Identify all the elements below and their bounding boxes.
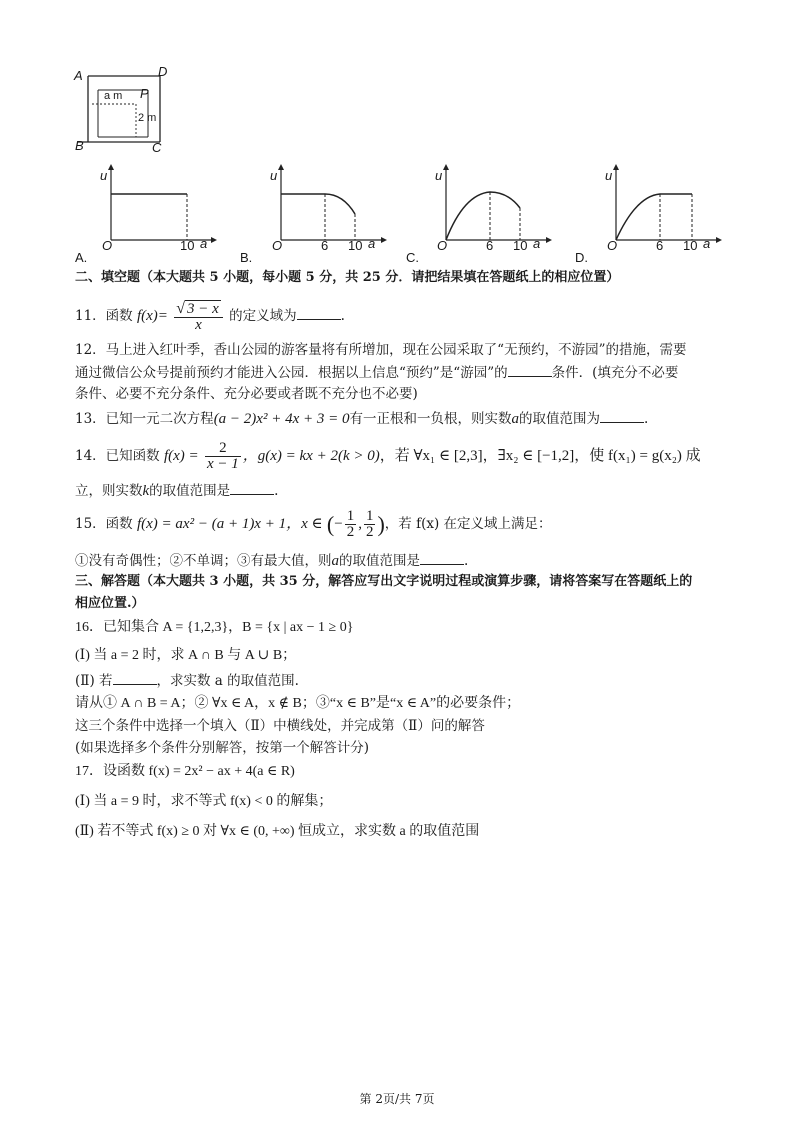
q12-answer-blank: [508, 362, 552, 377]
graph-d-tick-10: 10: [683, 238, 698, 253]
q11-prefix: 11．函数: [75, 308, 133, 324]
graph-b-tick-6: 6: [321, 238, 329, 253]
q16-answer-blank: [113, 670, 157, 685]
q15-end: .: [464, 553, 469, 569]
q14-f: f(x) =: [163, 448, 199, 464]
q13-prefix: 13．已知一元二次方程: [75, 411, 214, 427]
q13-tail: 的取值范围为: [518, 411, 600, 427]
graph-a-xlabel: a: [200, 236, 208, 251]
label-C: C: [152, 140, 162, 155]
question-17-line-3: (Ⅱ) 若不等式 f(x) ≥ 0 对 ∀x ∈ (0, +∞) 恒成立，求实数 a 的取值范围: [75, 824, 480, 839]
graph-c-tick-6: 6: [486, 238, 494, 253]
question-15-line-2: [75, 550, 468, 571]
q15-function: f(x) = ax² − (a + 1)x + 1: [136, 516, 287, 532]
label-a-m: a m: [104, 90, 123, 102]
question-12-line-3: 条件、必要不充分条件、充分必要或者既不充分也不必要): [75, 386, 418, 402]
q13-var: a: [511, 411, 519, 427]
q11-fraction: $\frac{√ 3 - x}{x}$: [174, 301, 223, 333]
graph-c-u: u: [435, 168, 443, 183]
label-B: B: [75, 138, 84, 153]
graph-c-tick-10: 10: [513, 238, 528, 253]
question-17-line-1: 17．设函数 f(x) = 2x² − ax + 4(a ∈ R): [75, 764, 295, 779]
graph-d-tick-6: 6: [656, 238, 664, 253]
q15-answer-blank: [420, 550, 464, 565]
graph-c-xlabel: a: [533, 236, 541, 251]
q15-close-paren: ): [377, 511, 385, 537]
section-3-heading-line-2: 相应位置.）: [75, 596, 145, 611]
q15-var: a: [331, 553, 339, 569]
option-d-letter: D.: [575, 250, 588, 265]
q14-tail: 的取值范围是: [149, 483, 231, 499]
graph-a-origin: O: [102, 238, 113, 253]
q13-middle: 有一正根和一负根，则实数: [349, 411, 512, 427]
graph-c-origin: O: [437, 238, 448, 253]
q11-denominator: x: [195, 316, 202, 333]
q15-condition: ，若 f(x) 在定义域上满足：: [384, 516, 552, 532]
graph-b-u: u: [270, 168, 278, 183]
question-11: [75, 296, 345, 336]
graph-d-origin: O: [607, 238, 618, 253]
graph-b-origin: O: [272, 238, 283, 253]
question-16-line-5: 这三个条件中选择一个填入（Ⅱ）中横线处，并完成第（Ⅱ）问的解答: [75, 718, 485, 734]
q15-d2: 2: [365, 524, 374, 540]
graph-d-xlabel: a: [703, 236, 711, 251]
q15-line-2-tail: 的取值范围是: [339, 553, 420, 569]
option-a-letter: A.: [75, 250, 88, 265]
section-2-heading: 二、填空题（本大题共 5 小题，每小题 5 分，共 25 分．请把结果填在答题纸上的相应位置）: [75, 270, 620, 285]
q15-n2: 1: [365, 508, 374, 524]
option-c-letter: C.: [406, 250, 419, 265]
q14-condition: ，若 ∀x₁ ∈ [2,3]，∃x₂ ∈ [−1,2]，使 f(x₁) = g(x₂) 成: [379, 448, 701, 464]
question-15-line-1: 15．函数 f(x) = ax² − (a + 1)x + 1，x ∈ (− $\frac{1}{2}$ , $\frac{1}{2}$ )，若 f(x) 在定义域上满足：: [75, 508, 552, 540]
q14-fraction: [205, 441, 241, 472]
question-16-line-4: 请从① A ∩ B = A；② ∀x ∈ A，x ∉ B；③“x ∈ B”是“x ∈ A”的必要条件；: [75, 696, 521, 711]
q11-tail: 的定义域为: [229, 308, 297, 324]
question-14-line-1: [75, 436, 701, 476]
graph-d-u: u: [605, 168, 613, 183]
option-b-letter: B.: [240, 250, 253, 265]
section-3-heading-line-1: 三、解答题（本大题共 3 小题，共 35 分，解答应写出文字说明过程或演算步骤，请将答案写在答题纸上的: [75, 574, 693, 589]
q11-answer-blank: [297, 305, 341, 320]
label-A: A: [74, 68, 83, 83]
q14-end: .: [274, 483, 279, 499]
question-16-line-2: (Ⅰ) 当 a = 2 时，求 A ∩ B 与 A ∪ B；: [75, 648, 297, 663]
graph-a-u: u: [100, 168, 108, 183]
q13-equation: (a − 2)x² + 4x + 3 = 0: [213, 411, 350, 427]
q15-d1: 2: [346, 524, 355, 540]
graph-b-tick-10: 10: [348, 238, 363, 253]
q12-line-2-end: 条件．(填充分不必要: [551, 365, 679, 381]
question-12-line-1: 12．马上进入红叶季，香山公园的游客量将有所增加，现在公园采取了“无预约，不游园”的措施，需要: [75, 342, 687, 358]
question-13: [75, 408, 648, 429]
q11-end: .: [340, 308, 345, 324]
q15-prefix: 15．函数: [75, 516, 133, 532]
label-2m: 2 m: [138, 112, 157, 124]
question-14-line-2: [75, 480, 278, 501]
graph-b-xlabel: a: [368, 236, 376, 251]
q15-open-paren: (: [326, 511, 335, 537]
q16-part-2-start: (Ⅱ) 若: [75, 673, 113, 689]
q14-prefix: 14．已知函数: [75, 448, 160, 464]
q13-answer-blank: [600, 408, 644, 423]
q11-numerator: 3 − x: [187, 300, 219, 317]
q14-numerator: 2: [205, 441, 241, 457]
q15-in: ，x ∈: [286, 516, 323, 532]
q14-answer-blank: [230, 480, 274, 495]
q15-frac-1: [345, 509, 357, 540]
q13-end: .: [643, 411, 649, 427]
question-16-line-3: [75, 670, 299, 691]
graph-a-tick-10: 10: [180, 238, 195, 253]
label-P: P: [140, 86, 149, 101]
question-17-line-2: (Ⅰ) 当 a = 9 时，求不等式 f(x) < 0 的解集；: [75, 794, 333, 809]
question-12-line-2: [75, 362, 678, 383]
q12-line-2-start: 通过微信公众号提前预约才能进入公园．根据以上信息“预约”是“游园”的: [75, 365, 508, 381]
q14-denominator: x − 1: [206, 456, 239, 472]
question-16-line-1: 16．已知集合 A = {1,2,3}，B = {x | ax − 1 ≥ 0}: [75, 620, 354, 635]
q14-line-2-start: 立，则实数: [75, 483, 143, 499]
question-16-line-6: (如果选择多个条件分别解答，按第一个解答计分): [75, 740, 370, 756]
label-D: D: [158, 64, 168, 79]
q14-k: k: [142, 483, 150, 499]
q14-g: ，g(x) = kx + 2(k > 0): [242, 448, 380, 464]
q15-n1: 1: [346, 508, 355, 524]
q11-func: f(x)=: [136, 308, 168, 324]
q16-part-2-tail: ，求实数 a 的取值范围.: [156, 673, 299, 689]
q15-line-2-start: ①没有奇偶性；②不单调；③有最大值，则: [75, 553, 332, 569]
q15-frac-2: [364, 509, 376, 540]
page-footer: 第 2页/共 7页: [359, 1092, 435, 1106]
